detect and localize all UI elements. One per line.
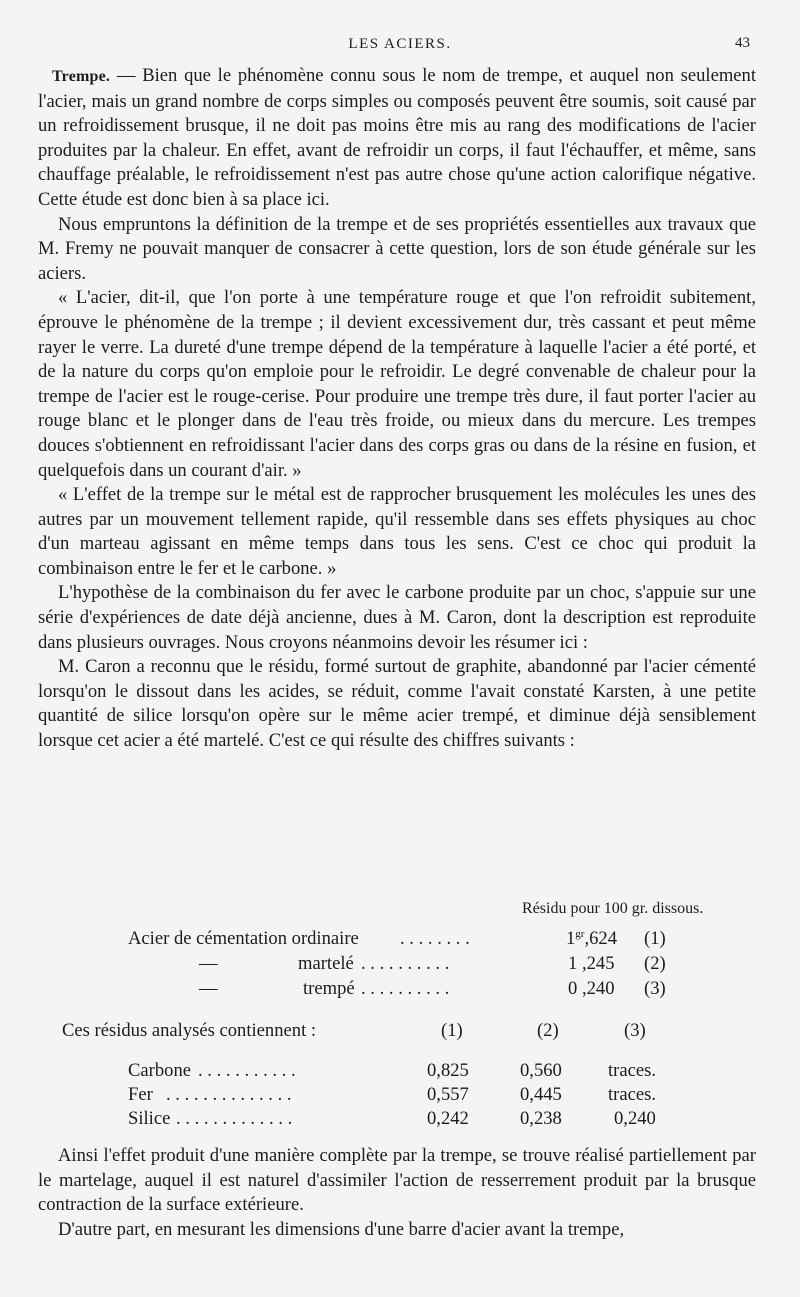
row-label: trempé xyxy=(303,978,355,999)
table-row xyxy=(0,1108,800,1134)
body-text-continued xyxy=(38,1144,756,1242)
paragraph-text: — Bien que le phénomène connu sous le nom de trempe, et auquel non seulement l'acier, mais un grand nombre de corps simples ou composés peuvent être soumis, soit causé par un refroidissement brusque, il ne doit pas moins être mis au rang des modifications de l'acier produites par la chaleur. En effet, avant de refroidir un corps, il faut l'échauffer, et même, sans chauffage préalable, le refroidissement n'est pas autre chose qu'une action calorifique négative. Cette étude est donc bien à sa place ici. xyxy=(38,65,756,210)
table-cell: 0,238 xyxy=(520,1108,562,1129)
row-value: 0 ,240 xyxy=(568,978,615,999)
column-header: (3) xyxy=(624,1020,646,1041)
row-label: martelé xyxy=(298,953,354,974)
paragraph: D'autre part, en mesurant les dimensions d'une barre d'acier avant la trempe, xyxy=(58,1218,625,1240)
leader-dots: . . . . . . . . xyxy=(400,928,470,949)
table-cell: 0,242 xyxy=(427,1108,469,1129)
table-row xyxy=(0,953,800,979)
table-cell: 0,445 xyxy=(520,1084,562,1105)
leader-dots: . . . . . . . . . . . . . xyxy=(176,1108,293,1129)
table-intro: Ces résidus analysés contiennent : xyxy=(62,1020,317,1041)
leader-dots: . . . . . . . . . . xyxy=(361,978,450,999)
table-row xyxy=(0,1084,800,1110)
table-cell: 0,825 xyxy=(427,1060,469,1081)
table-row xyxy=(0,928,800,954)
row-value: 1 ,245 xyxy=(568,953,615,974)
table-row xyxy=(0,1060,800,1086)
row-label: Fer xyxy=(128,1084,153,1105)
table-cell: traces. xyxy=(608,1084,657,1105)
body-text xyxy=(38,64,756,754)
running-title: LES ACIERS. xyxy=(348,36,452,52)
row-ref: (3) xyxy=(644,978,666,999)
table-cell: traces. xyxy=(608,1060,657,1081)
paragraph: M. Caron a reconnu que le résidu, formé surtout de graphite, abandonné par l'acier cémenté lorsqu'on le dissout dans les acides, se réduit, comme l'avait constaté Karsten, à une petite quantité de silice lorsqu'on opère sur le même acier trempé, et diminue déjà sensiblement lorsque cet acier a été martelé. C'est ce qui résulte des chiffres suivants : xyxy=(38,656,756,752)
row-ref: (2) xyxy=(644,953,666,974)
table-cell: 0,560 xyxy=(520,1060,562,1081)
paragraph: Nous empruntons la définition de la trempe et de ses propriétés essentielles aux travaux que M. Fremy ne pouvait manquer de consacrer à cette question, lors de son étude générale sur les aciers. xyxy=(38,213,756,284)
table-cell: 0,557 xyxy=(427,1084,469,1105)
table-cell: 0,240 xyxy=(614,1108,656,1129)
leader-dots: . . . . . . . . . . . xyxy=(198,1060,296,1081)
leader-dots: . . . . . . . . . . xyxy=(361,953,450,974)
page-number: 43 xyxy=(735,35,750,51)
paragraph-trempe xyxy=(38,64,756,213)
row-value: $1^{gr},624$ xyxy=(566,928,618,950)
residue-table-heading: Résidu pour 100 gr. dissous. xyxy=(522,900,704,917)
table-header-row xyxy=(0,1020,800,1046)
ditto-mark: — xyxy=(199,953,218,974)
section-lead: Trempe. xyxy=(52,68,111,85)
row-label: Carbone xyxy=(128,1060,191,1081)
row-ref: (1) xyxy=(644,928,666,949)
paragraph: Ainsi l'effet produit d'une manière complète par la trempe, se trouve réalisé partiellement par le martelage, auquel il est naturel d'assimiler l'action de resserrement produit par la brusque contraction de la surface extérieure. xyxy=(38,1145,756,1216)
table-row xyxy=(0,978,800,1004)
page-header xyxy=(0,32,800,56)
leader-dots: . . . . . . . . . . . . . . xyxy=(166,1084,292,1105)
row-label: Silice xyxy=(128,1108,171,1129)
column-header: (1) xyxy=(441,1020,463,1041)
paragraph-quote: « L'acier, dit-il, que l'on porte à une température rouge et que l'on refroidit subitement, éprouve le phénomène de la trempe ; il devient excessivement dur, très cassant et peut même rayer le verre. La dureté d'une trempe dépend de la température à laquelle l'acier a été porté, et de la nature du corps qu'on emploie pour le refroidir. Le degré convenable de chaleur pour la trempe de l'acier est le rouge-cerise. Pour produire une trempe très dure, il faut porter l'acier au rouge blanc et le plonger dans de l'eau très froide, ou mieux dans du mercure. Les trempes douces s'obtiennent en refroidissant l'acier dans des corps gras ou dans de la résine en fusion, et quelquefois dans un courant d'air. » xyxy=(38,287,756,481)
ditto-mark: — xyxy=(199,978,218,999)
paragraph: L'hypothèse de la combinaison du fer avec le carbone produite par un choc, s'appuie sur une série d'expériences de date déjà ancienne, dues à M. Caron, dont la description est reproduite dans plusieurs ouvrages. Nous croyons néanmoins devoir les résumer ici : xyxy=(38,582,756,653)
paragraph-quote: « L'effet de la trempe sur le métal est de rapprocher brusquement les molécules les unes des autres par un mouvement tellement rapide, qu'il ressemble dans ses effets physiques au choc d'un marteau agissant en même temps dans tous les sens. C'est ce choc qui produit la combinaison entre le fer et le carbone. » xyxy=(38,484,756,579)
row-label: Acier de cémentation ordinaire xyxy=(128,928,359,949)
column-header: (2) xyxy=(537,1020,559,1041)
